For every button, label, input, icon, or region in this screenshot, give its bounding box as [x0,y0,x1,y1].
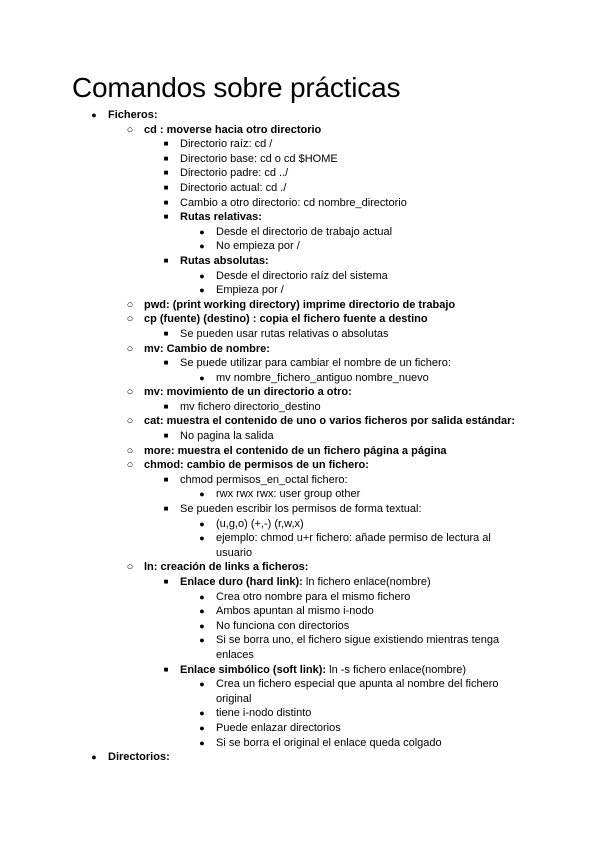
bullet-icon: ■ [163,139,169,149]
list-item-body: Si se borra el original el enlace queda colgado [216,736,442,749]
bullet-icon: ● [199,606,205,617]
bullet-icon: ● [199,533,205,544]
bullet-icon: ■ [163,577,169,586]
list-item [0,677,600,706]
list-item-text [216,517,516,532]
list-item-body: ejemplo: chmod u+r fichero: añade permiso de lectura al usuario [216,532,491,559]
bullet-icon: ● [199,241,205,252]
list-item-body: Ambos apuntan al mismo i-nodo [216,605,374,618]
list-item-text [216,736,516,751]
bullet-icon: ● [199,620,205,631]
bullet-icon: ● [199,708,205,719]
list-item-body: No empieza por / [216,240,300,253]
list-item-body: rwx rwx rwx: user group other [216,488,361,501]
bullet-icon: ○ [126,342,134,355]
list-item-text [180,356,600,371]
list-item-body: ln -s fichero enlace(nombre) [326,663,467,676]
list-item-text [180,473,600,488]
list-item [0,531,600,560]
bullet-icon: ● [199,285,205,296]
list-item-body: tiene i-nodo distinto [216,707,312,720]
bullet-icon: ■ [163,328,169,338]
bullet-icon: ■ [163,401,169,411]
list-item [0,254,600,269]
list-item-text [180,181,600,196]
bullet-icon: ● [199,270,205,281]
list-item [0,663,600,678]
bullet-icon: ○ [126,386,134,399]
list-item-body: Directorio raíz: cd / [180,138,273,151]
list-item [0,619,600,634]
list-item-text [144,123,600,138]
list-item-text [216,590,516,605]
list-item-text [216,619,516,634]
bullet-icon: ● [199,226,205,237]
list-item-body: Desde el directorio raíz del sistema [216,269,388,282]
bullet-icon: ● [199,372,205,383]
list-item [0,502,600,517]
list-item-body: Crea un fichero especial que apunta al nombre del fichero original [216,678,499,705]
list-item-text [180,429,600,444]
bullet-icon: ● [199,635,205,646]
list-item-body: ln fichero enlace(nombre) [302,576,431,588]
list-item-text [144,458,600,473]
list-item-body: Empieza por / [216,284,284,297]
bullet-icon: ● [199,489,205,500]
list-item [0,210,600,225]
list-item [0,590,600,605]
list-item [0,750,600,765]
list-item-heading: cd : moverse hacia otro directorio [144,123,322,136]
bullet-icon: ○ [126,313,134,326]
list-item-body: Directorio base: cd o cd $HOME [180,152,338,165]
bullet-icon: ○ [126,298,134,311]
list-item [0,137,600,152]
list-item [0,356,600,371]
list-item [0,371,600,386]
list-item [0,517,600,532]
list-item-text [216,269,516,284]
list-item-heading: pwd: (print working directory) imprime directorio de trabajo [144,298,456,311]
list-item [0,458,600,473]
list-item-text [216,531,516,560]
list-item-text [216,677,516,706]
list-item-body: Desde el directorio de trabajo actual [216,225,393,238]
list-item-body: Se puede utilizar para cambiar el nombre de un fichero: [180,357,451,370]
list-item-text [180,502,600,517]
list-item [0,225,600,240]
list-item-heading: Enlace simbólico (soft link): [180,663,327,676]
list-item [0,736,600,751]
list-item [0,575,600,590]
bullet-icon: ■ [163,664,169,674]
list-item-text [216,633,516,662]
list-item-text [216,721,516,736]
list-item [0,108,600,123]
list-item [0,239,600,254]
list-item-text [216,487,516,502]
bullet-icon: ● [199,591,205,602]
list-item-text [144,414,600,429]
list-item-text [108,108,600,123]
list-item [0,298,600,313]
list-item-text [216,371,516,386]
list-item-text [180,196,600,211]
bullet-icon: ● [199,722,205,733]
bullet-icon: ■ [163,358,169,368]
bullet-icon: ■ [163,153,169,163]
list-item-heading: Rutas absolutas: [180,254,269,267]
list-item-heading: mv: Cambio de nombre: [144,342,270,355]
list-item-body: No pagina la salida [180,430,274,443]
list-item [0,487,600,502]
bullet-icon: ● [199,679,205,690]
list-item [0,166,600,181]
list-item-body: chmod permisos_en_octal fichero: [180,473,348,486]
bullet-icon: ■ [163,474,169,484]
list-item [0,312,600,327]
list-item-heading: chmod: cambio de permisos de un fichero: [144,459,369,472]
bullet-icon: ● [91,752,97,763]
bullet-icon: ■ [163,197,169,207]
bullet-icon: ■ [163,431,169,441]
list-item-text [216,604,516,619]
list-item-text [180,663,600,678]
list-item-body: mv nombre_fichero_antiguo nombre_nuevo [216,371,429,384]
list-item-heading: ln: creación de links a ficheros: [144,561,309,574]
list-item [0,414,600,429]
list-item-body: Cambio a otro directorio: cd nombre_directorio [180,196,407,209]
list-item-heading: cp (fuente) (destino) : copia el fichero fuente a destino [144,313,428,326]
list-item-heading: Ficheros: [108,109,158,121]
list-item-body: mv fichero directorio_destino [180,400,321,413]
list-item-text [144,444,600,459]
list-item-text [144,560,600,575]
list-item-heading: Rutas relativas: [180,211,262,224]
page-title: Comandos sobre prácticas [72,72,401,103]
list-item-heading: mv: movimiento de un directorio a otro: [144,386,352,399]
list-item-text [180,575,600,590]
list-item-heading: cat: muestra el contenido de uno o varios ficheros por salida estándar: [144,415,516,428]
list-item-text [180,400,600,415]
bullet-icon: ○ [126,415,134,428]
list-item-body: Se pueden usar rutas relativas o absolutas [180,327,389,340]
bullet-icon: ○ [126,123,134,136]
bullet-icon: ■ [163,504,169,514]
list-item [0,196,600,211]
list-item [0,123,600,138]
bullet-icon: ○ [126,444,134,457]
list-item-text [144,385,600,400]
bullet-icon: ● [199,518,205,529]
list-item-text [108,750,600,765]
list-item-text [144,342,600,357]
list-item-body: Se pueden escribir los permisos de forma textual: [180,503,422,516]
list-item [0,604,600,619]
list-item-text [216,283,516,298]
list-item-text [144,312,600,327]
list-item-heading: Directorios: [108,751,170,764]
bullet-icon: ■ [163,212,169,222]
list-item [0,633,600,662]
list-item-text [180,152,600,167]
list-item [0,269,600,284]
list-item [0,152,600,167]
list-item-text [180,137,600,152]
list-item [0,283,600,298]
bullet-icon: ○ [126,459,134,472]
list-item-body: Directorio actual: cd ./ [180,181,287,194]
list-item-body: Puede enlazar directorios [216,721,341,734]
list-item [0,429,600,444]
list-item [0,342,600,357]
list-item-body: (u,g,o) (+,-) (r,w,x) [216,517,304,530]
list-item-text [216,225,516,240]
bullet-icon: ○ [126,561,134,574]
list-item-body: No funciona con directorios [216,619,350,632]
list-item [0,721,600,736]
list-item-heading: Enlace duro (hard link): [180,576,303,588]
list-item-text [180,166,600,181]
list-item-text [216,706,516,721]
bullet-icon: ● [91,110,97,120]
list-item-text [216,239,516,254]
bullet-icon: ■ [163,182,169,192]
notes-list [0,108,600,765]
list-item [0,327,600,342]
list-item-text [144,298,600,313]
list-item [0,444,600,459]
list-item-text [180,210,600,225]
list-item-body: Directorio padre: cd ../ [180,167,289,180]
list-item-body: Crea otro nombre para el mismo fichero [216,590,411,603]
list-item [0,473,600,488]
list-item-body: Si se borra uno, el fichero sigue existiendo mientras tenga enlaces [216,634,500,661]
list-item-heading: more: muestra el contenido de un fichero página a página [144,444,447,457]
list-item [0,400,600,415]
list-item [0,706,600,721]
list-item [0,181,600,196]
bullet-icon: ■ [163,255,169,265]
list-item-text [180,254,600,269]
bullet-icon: ■ [163,168,169,178]
list-item [0,560,600,575]
bullet-icon: ● [199,737,205,748]
list-item-text [180,327,600,342]
list-item [0,385,600,400]
